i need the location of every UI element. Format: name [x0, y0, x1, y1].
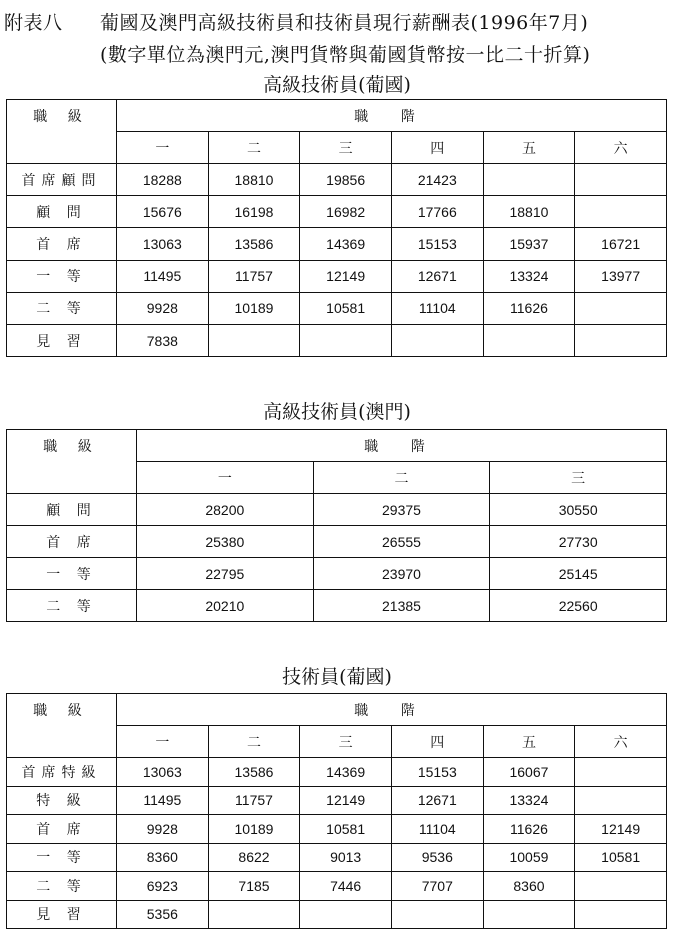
- salary-cell: 9536: [391, 843, 483, 872]
- salary-cell: [575, 900, 667, 929]
- table-1-subtitle: 高級技術員(葡國): [263, 74, 411, 96]
- salary-cell: [575, 164, 667, 196]
- salary-cell: 26555: [313, 526, 490, 558]
- document-title: 葡國及澳門高級技術員和技術員現行薪酬表(1996年7月): [100, 12, 589, 34]
- table-row: [7, 164, 667, 196]
- salary-cell: [300, 900, 392, 929]
- column-header: 二: [313, 462, 490, 494]
- column-header: 四: [391, 726, 483, 758]
- salary-cell: 18288: [117, 164, 209, 196]
- row-header-grade: 見 習: [7, 324, 117, 356]
- salary-cell: 16198: [208, 196, 300, 228]
- table-row: [7, 558, 667, 590]
- salary-cell: 5356: [117, 900, 209, 929]
- corner-header-grade: 職 級: [7, 100, 117, 164]
- salary-cell: [208, 900, 300, 929]
- salary-cell: 13063: [117, 758, 209, 787]
- column-header: 三: [490, 462, 667, 494]
- row-header-grade: 顧 問: [7, 494, 137, 526]
- salary-cell: [483, 324, 575, 356]
- table-row: [7, 786, 667, 815]
- table-row: [7, 228, 667, 260]
- table-row: [7, 196, 667, 228]
- column-header: 四: [391, 132, 483, 164]
- salary-cell: [483, 164, 575, 196]
- table-row: [7, 292, 667, 324]
- row-header-grade: 二 等: [7, 590, 137, 622]
- salary-cell: 14369: [300, 758, 392, 787]
- salary-cell: 18810: [208, 164, 300, 196]
- salary-cell: [575, 758, 667, 787]
- table-row: [7, 260, 667, 292]
- row-header-grade: 首席顧問: [7, 164, 117, 196]
- column-header: 二: [208, 726, 300, 758]
- table-row: [7, 526, 667, 558]
- salary-cell: [575, 872, 667, 901]
- salary-cell: 27730: [490, 526, 667, 558]
- salary-cell: 25145: [490, 558, 667, 590]
- table-3-subtitle: 技術員(葡國): [282, 666, 392, 688]
- table-row: [7, 872, 667, 901]
- salary-cell: 11495: [117, 786, 209, 815]
- salary-cell: [483, 900, 575, 929]
- salary-cell: 13324: [483, 786, 575, 815]
- row-header-grade: 首 席: [7, 228, 117, 260]
- salary-cell: 10581: [300, 815, 392, 844]
- salary-cell: 13063: [117, 228, 209, 260]
- table-row: [7, 324, 667, 356]
- corner-header-grade: 職 級: [7, 694, 117, 758]
- salary-cell: 7185: [208, 872, 300, 901]
- salary-cell: 15153: [391, 758, 483, 787]
- row-header-grade: 二 等: [7, 292, 117, 324]
- salary-cell: 18810: [483, 196, 575, 228]
- salary-cell: [575, 786, 667, 815]
- salary-cell: 16982: [300, 196, 392, 228]
- salary-cell: 21423: [391, 164, 483, 196]
- column-header: 五: [483, 726, 575, 758]
- salary-cell: 12149: [300, 260, 392, 292]
- table-row: [7, 843, 667, 872]
- salary-cell: 21385: [313, 590, 490, 622]
- column-header: 三: [300, 726, 392, 758]
- salary-cell: 8360: [483, 872, 575, 901]
- row-header-grade: 一 等: [7, 843, 117, 872]
- salary-cell: 19856: [300, 164, 392, 196]
- salary-cell: [575, 196, 667, 228]
- salary-cell: 9928: [117, 815, 209, 844]
- salary-cell: 7707: [391, 872, 483, 901]
- salary-cell: 11757: [208, 260, 300, 292]
- table-2-subtitle: 高級技術員(澳門): [263, 401, 411, 423]
- salary-cell: 28200: [137, 494, 314, 526]
- row-header-grade: 首 席: [7, 815, 117, 844]
- salary-cell: 12149: [300, 786, 392, 815]
- row-header-grade: 特 級: [7, 786, 117, 815]
- group-header-step: 職 階: [117, 694, 667, 726]
- salary-cell: 7446: [300, 872, 392, 901]
- salary-cell: [575, 292, 667, 324]
- salary-cell: 20210: [137, 590, 314, 622]
- salary-cell: 14369: [300, 228, 392, 260]
- column-header: 六: [575, 132, 667, 164]
- salary-table-senior-macau: [6, 429, 667, 622]
- salary-cell: 15937: [483, 228, 575, 260]
- salary-cell: 11495: [117, 260, 209, 292]
- row-header-grade: 二 等: [7, 872, 117, 901]
- salary-cell: 6923: [117, 872, 209, 901]
- salary-cell: 10581: [575, 843, 667, 872]
- salary-cell: 11104: [391, 815, 483, 844]
- salary-cell: 30550: [490, 494, 667, 526]
- column-header: 五: [483, 132, 575, 164]
- salary-cell: 17766: [391, 196, 483, 228]
- table-row: [7, 900, 667, 929]
- column-header: 三: [300, 132, 392, 164]
- salary-cell: 8360: [117, 843, 209, 872]
- salary-cell: 8622: [208, 843, 300, 872]
- group-header-step: 職 階: [117, 100, 667, 132]
- row-header-grade: 一 等: [7, 260, 117, 292]
- salary-cell: 16721: [575, 228, 667, 260]
- salary-cell: 23970: [313, 558, 490, 590]
- salary-cell: 29375: [313, 494, 490, 526]
- group-header-step: 職 階: [137, 430, 667, 462]
- table-row: [7, 815, 667, 844]
- salary-cell: 13324: [483, 260, 575, 292]
- salary-cell: [208, 324, 300, 356]
- salary-cell: [300, 324, 392, 356]
- salary-cell: 13586: [208, 228, 300, 260]
- row-header-grade: 一 等: [7, 558, 137, 590]
- column-header: 一: [137, 462, 314, 494]
- row-header-grade: 見 習: [7, 900, 117, 929]
- column-header: 六: [575, 726, 667, 758]
- salary-cell: 11757: [208, 786, 300, 815]
- salary-cell: 9013: [300, 843, 392, 872]
- salary-cell: 13586: [208, 758, 300, 787]
- salary-cell: 11104: [391, 292, 483, 324]
- table-row: [7, 758, 667, 787]
- currency-note: (數字單位為澳門元,澳門貨幣與葡國貨幣按一比二十折算): [100, 44, 591, 66]
- salary-cell: 12671: [391, 260, 483, 292]
- salary-cell: [391, 900, 483, 929]
- salary-cell: 11626: [483, 815, 575, 844]
- salary-cell: 12671: [391, 786, 483, 815]
- salary-cell: 11626: [483, 292, 575, 324]
- column-header: 一: [117, 132, 209, 164]
- salary-cell: 12149: [575, 815, 667, 844]
- salary-table-technician-portugal: [6, 693, 667, 929]
- column-header: 一: [117, 726, 209, 758]
- salary-cell: [575, 324, 667, 356]
- salary-cell: 15153: [391, 228, 483, 260]
- appendix-label: 附表八: [4, 12, 63, 34]
- row-header-grade: 首席特級: [7, 758, 117, 787]
- salary-cell: 13977: [575, 260, 667, 292]
- salary-cell: 22560: [490, 590, 667, 622]
- salary-cell: 10581: [300, 292, 392, 324]
- salary-cell: 22795: [137, 558, 314, 590]
- salary-table-senior-portugal: [6, 99, 667, 357]
- column-header: 二: [208, 132, 300, 164]
- salary-cell: 7838: [117, 324, 209, 356]
- salary-cell: 16067: [483, 758, 575, 787]
- salary-cell: 25380: [137, 526, 314, 558]
- salary-cell: 15676: [117, 196, 209, 228]
- row-header-grade: 首 席: [7, 526, 137, 558]
- salary-cell: 9928: [117, 292, 209, 324]
- salary-cell: 10189: [208, 292, 300, 324]
- corner-header-grade: 職 級: [7, 430, 137, 494]
- row-header-grade: 顧 問: [7, 196, 117, 228]
- salary-cell: [391, 324, 483, 356]
- table-row: [7, 590, 667, 622]
- table-row: [7, 494, 667, 526]
- salary-cell: 10189: [208, 815, 300, 844]
- salary-cell: 10059: [483, 843, 575, 872]
